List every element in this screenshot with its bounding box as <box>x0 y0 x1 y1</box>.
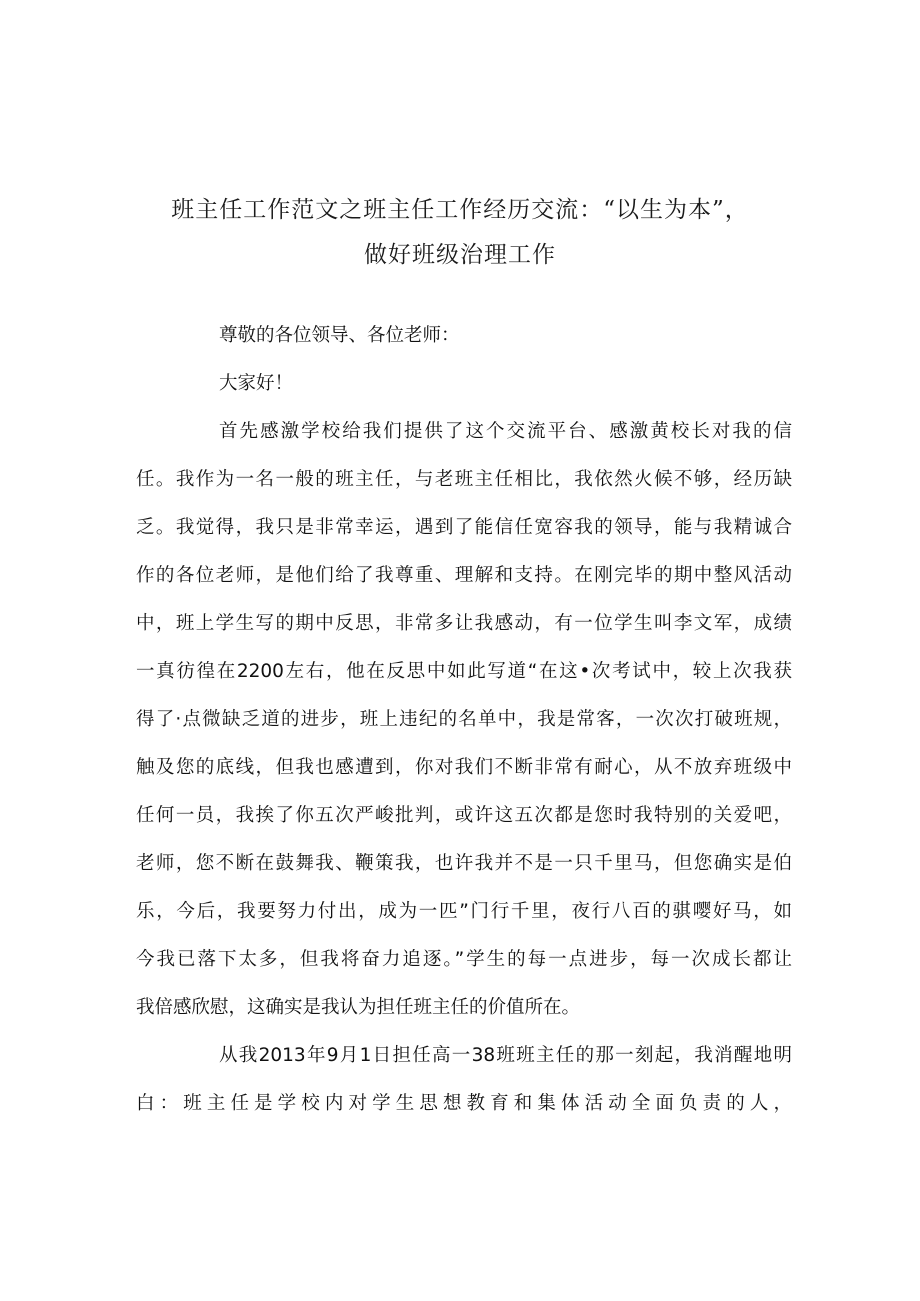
paragraph-1-line: 作的各位老师，是他们给了我尊重、理解和支持。在刚完毕的期中整风活动 <box>136 565 792 586</box>
paragraph-1-line: 首先感激学校给我们提供了这个交流平台、感激黄校长对我的信 <box>219 421 792 442</box>
paragraph-1-line: 触及您的底线，但我也感遭到，你对我们不断非常有耐心，从不放弃班级中 <box>136 757 792 778</box>
paragraph-1-line: 我倍感欣慰，这确实是我认为担任班主任的价值所在。 <box>136 997 581 1018</box>
paragraph-1-line: 乏。我觉得，我只是非常幸运，遇到了能信任宽容我的领导，能与我精诚合 <box>136 517 792 538</box>
paragraph-1-line: 今我已落下太多，但我将奋力追逐。”学生的每一点进步，每一次成长都让 <box>136 949 792 970</box>
paragraph-2-line: 白：班主任是学校内对学生思想教育和集体活动全面负责的人， <box>136 1093 792 1114</box>
document-title-line-2: 做好班级治理工作 <box>364 242 556 268</box>
paragraph-1-line: 任。我作为一名一般的班主任，与老班主任相比，我依然火候不够，经历缺 <box>136 469 792 490</box>
paragraph-2-line: 从我2013年9月1日担任高一38班班主任的那一刻起，我消醒地明 <box>219 1045 792 1066</box>
paragraph-1-line: 乐，今后，我要努力付出，成为一匹”门行千里，夜行八百的骐嘤好马，如 <box>136 901 792 922</box>
paragraph-1-line: 一真彷徨在2200左右，他在反思中如此写道“在这•次考试中，较上次我获 <box>136 661 792 682</box>
paragraph-1-line: 得了·点微缺乏道的进步，班上违纪的名单中，我是常客，一次次打破班规， <box>136 709 792 730</box>
paragraph-1-line: 老师，您不断在鼓舞我、鞭策我，也许我并不是一只千里马，但您确实是伯 <box>136 853 792 874</box>
paragraph-1-line: 中，班上学生写的期中反思，非常多让我感动，有一位学生叫李文军，成绩 <box>136 613 792 634</box>
document-title-line-1: 班主任工作范文之班主任工作经历交流：“以生为本”， <box>171 197 749 223</box>
salutation: 尊敬的各位领导、各位老师： <box>219 325 460 346</box>
paragraph-1-line: 任何一员，我挨了你五次严峻批判，或许这五次都是您时我特别的关爱吧， <box>136 805 792 826</box>
greeting: 大家好！ <box>219 373 294 394</box>
